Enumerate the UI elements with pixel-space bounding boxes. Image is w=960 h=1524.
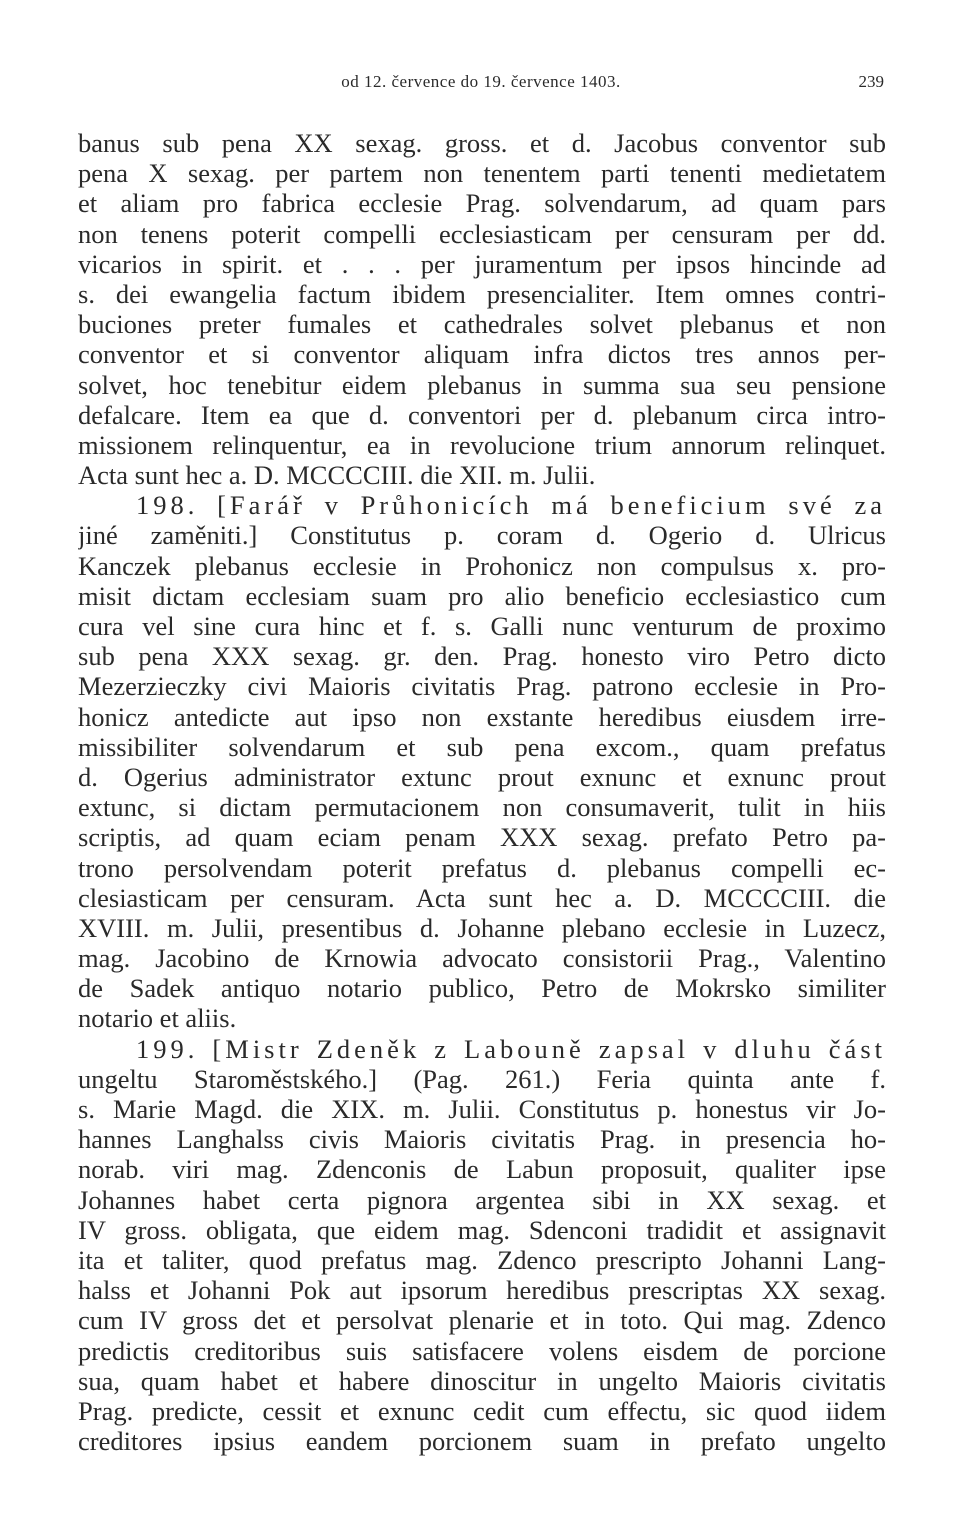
text-line: conventor et si conventor aliquam infra dictos tres annos per- [78,339,886,370]
running-title: od 12. července do 19. července 1403. [341,72,621,91]
text-line: cum IV gross det et persolvat plenarie et in toto. Qui mag. Zdenco [78,1305,886,1336]
text-line: et aliam pro fabrica ecclesie Prag. solvendarum, ad quam pars [78,188,886,219]
text-line: de Sadek antiquo notario publico, Petro de Mokrsko similiter [78,973,886,1004]
text-line: IV gross. obligata, que eidem mag. Sdenconi tradidit et assignavit [78,1214,886,1245]
entry-heading-198: 198. [Farář v Průhonicích má beneficium své za [136,490,886,521]
text-line: extunc, si dictam permutacionem non consumaverit, tulit in hiis [78,792,886,823]
text-line: clesiasticam per censuram. Acta sunt hec a. D. MCCCCIII. die [78,882,886,913]
text-line: missionem relinquentur, ea in revolucione trium annorum relinquet. [78,429,886,460]
text-line: s. dei ewangelia factum ibidem presencialiter. Item omnes contri- [78,278,886,309]
text-line: banus sub pena XX sexag. gross. et d. Jacobus conventor sub [78,128,886,158]
text-line: cura vel sine cura hinc et f. s. Galli nunc venturum de proximo [78,611,886,641]
text-line: hannes Langhalss civis Maioris civitatis Prag. in presencia ho- [78,1124,886,1155]
text-line: halss et Johanni Pok aut ipsorum heredibus prescriptas XX sexag. [78,1275,886,1306]
text-line: Johannes habet certa pignora argentea sibi in XX sexag. et [78,1184,886,1215]
text-line: mag. Jacobino de Krnowia advocato consistorii Prag., Valentino [78,943,886,974]
text-line: sub pena XXX sexag. gr. den. Prag. honesto viro Petro dicto [78,641,886,672]
text-line: buciones preter fumales et cathedrales solvet plebanus et non [78,309,886,340]
text-line: notario et aliis. [78,1003,237,1034]
text-line: s. Marie Magd. die XIX. m. Julii. Constitutus p. honestus vir Jo- [78,1094,886,1124]
text-line: Prag. predicte, cessit et exnunc cedit cum effectu, sic quod iidem [78,1395,886,1426]
body-text [78,128,886,1456]
text-line: predictis creditoribus suis satisfacere volens eisdem de porcione [78,1335,886,1366]
text-line: pena X sexag. per partem non tenentem parti tenenti medietatem [78,158,886,189]
text-line: missibiliter solvendarum et sub pena excom., quam prefatus [78,731,886,762]
text-line: non tenens poterit compelli ecclesiasticam per censuram per dd. [78,218,886,249]
entry-heading-199: 199. [Mistr Zdeněk z Labouně zapsal v dluhu část [136,1033,886,1064]
text-line: Kanczek plebanus ecclesie in Prohonicz non compulsus x. pro- [78,550,886,581]
text-line: creditores ipsius eandem porcionem suam in prefato ungelto [78,1426,886,1457]
text-line: defalcare. Item ea que d. conventori per d. plebanum circa intro- [78,399,886,430]
page-number: 239 [858,72,884,91]
running-head [78,66,884,96]
text-line: trono persolvendam poterit prefatus d. plebanus compelli ec- [78,852,886,883]
text-line: scriptis, ad quam eciam penam XXX sexag. prefato Petro pa- [78,822,886,853]
text-line: ita et taliter, quod prefatus mag. Zdenco prescripto Johanni Lang- [78,1244,886,1275]
text-line: jiné zaměniti.] Constitutus p. coram d. Ogerio d. Ulricus [78,520,886,551]
text-line: vicarios in spirit. et . . . per juramentum per ipsos hincinde ad [78,248,886,279]
text-line: solvet, hoc tenebitur eidem plebanus in summa sua seu pensione [78,369,886,400]
text-line: Acta sunt hec a. D. MCCCCIII. die XII. m. Julii. [78,460,596,491]
text-line: ungeltu Staroměstského.] (Pag. 261.) Feria quinta ante f. [78,1063,886,1094]
text-line: honicz antedicte aut ipso non exstante heredibus eiusdem irre- [78,701,886,732]
text-line: norab. viri mag. Zdenconis de Labun proposuit, qualiter ipse [78,1154,886,1185]
text-line: sua, quam habet et habere dinoscitur in ungelto Maioris civitatis [78,1365,886,1396]
text-line: misit dictam ecclesiam suam pro alio beneficio ecclesiastico cum [78,580,886,611]
text-line: d. Ogerius administrator extunc prout exnunc et exnunc prout [78,761,886,792]
text-line: XVIII. m. Julii, presentibus d. Johanne plebano ecclesie in Luzecz, [78,912,886,943]
text-line: Mezerzieczky civi Maioris civitatis Prag. patrono ecclesie in Pro- [78,671,886,702]
